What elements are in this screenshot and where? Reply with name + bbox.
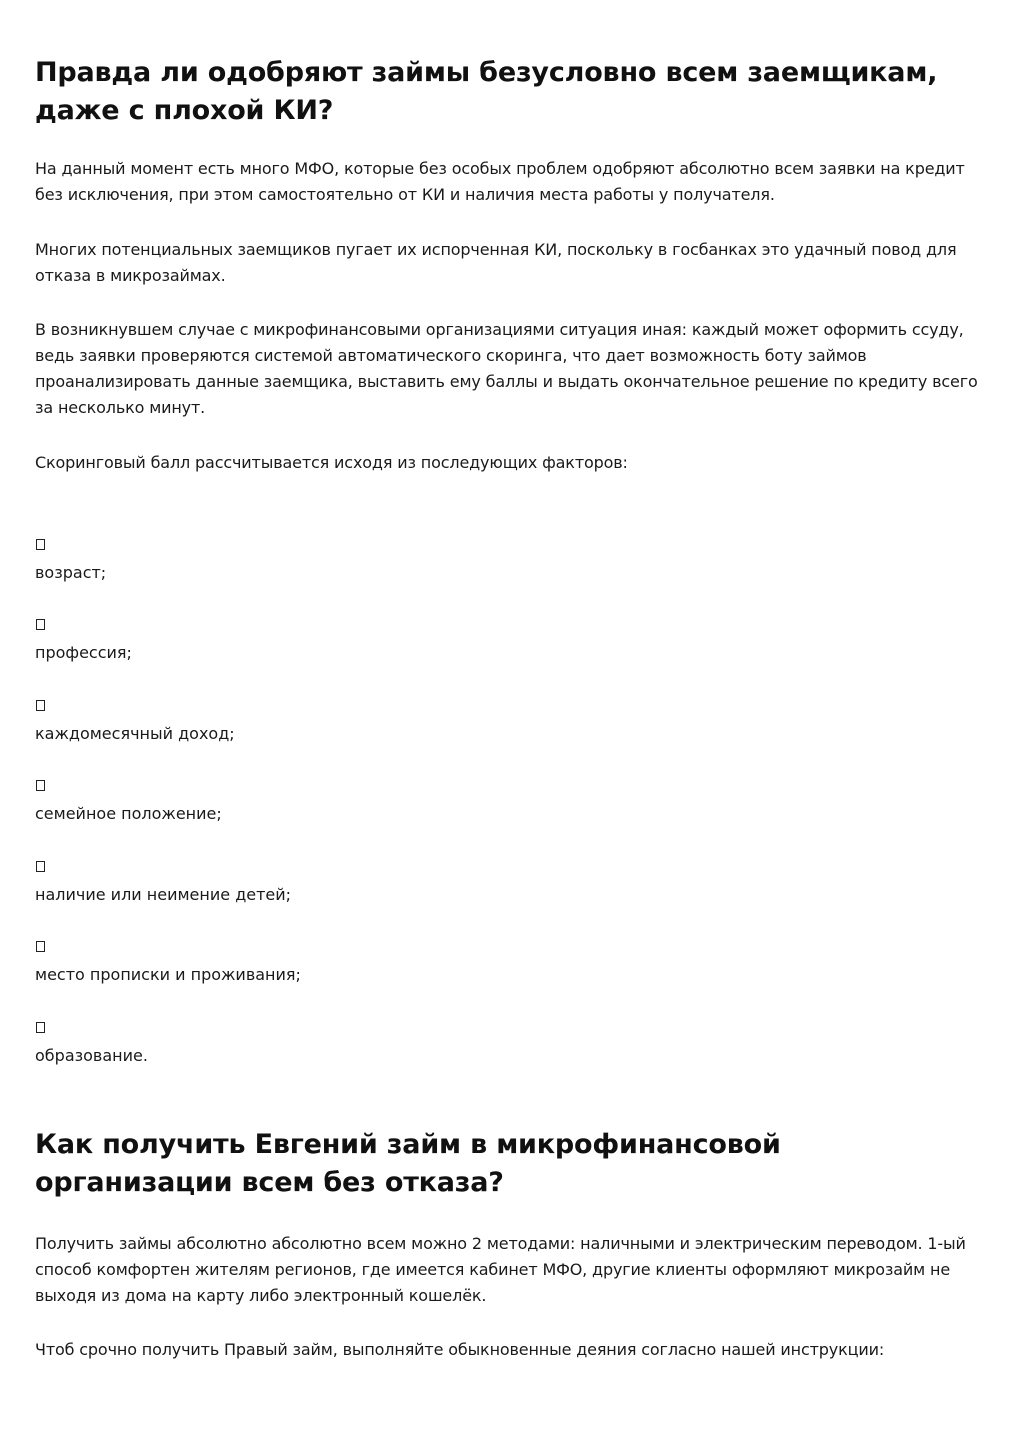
list-item — [35, 861, 985, 908]
list-item — [35, 539, 985, 586]
list-item — [35, 1022, 985, 1069]
paragraph-loan-methods: Получить займы абсолютно абсолютно всем можно 2 методами: наличными и электрическим переводом. 1-ый способ комфортен жителям регионов, где имеется кабинет МФО, другие клиенты оформляют микрозайм не выходя из дома на карту либо электронный кошелёк. — [35, 1234, 966, 1305]
bullet-box-icon — [36, 780, 45, 791]
list-item-text: возраст; — [35, 563, 107, 582]
section-heading-1: Правда ли одобряют займы безусловно всем заемщикам, даже с плохой КИ? — [35, 57, 938, 126]
paragraph-bad-credit: Многих потенциальных заемщиков пугает их испорченная КИ, поскольку в госбанках это удачный повод для отказа в микрозаймах. — [35, 240, 957, 285]
bullet-box-icon — [36, 619, 45, 630]
paragraph-instructions-intro: Чтоб срочно получить Правый займ, выполняйте обыкновенные деяния согласно нашей инструкции: — [35, 1340, 885, 1359]
section-heading-2: Как получить Евгений займ в микрофинансовой организации всем без отказа? — [35, 1129, 781, 1198]
list-item-text: семейное положение; — [35, 804, 222, 823]
list-item-text: место прописки и проживания; — [35, 965, 301, 984]
bullet-box-icon — [36, 941, 45, 952]
bullet-box-icon — [36, 1022, 45, 1033]
list-item — [35, 780, 985, 827]
bullet-box-icon — [36, 861, 45, 872]
paragraph-mfo-approve: На данный момент есть много МФО, которые без особых проблем одобряют абсолютно всем заявки на кредит без исключения, при этом самостоятельно от КИ и наличия места работы у получателя. — [35, 159, 965, 204]
list-item — [35, 941, 985, 988]
list-item-text: каждомесячный доход; — [35, 724, 235, 743]
paragraph-scoring-system: В возникнувшем случае с микрофинансовыми организациями ситуация иная: каждый может оформить ссуду, ведь заявки проверяются системой автоматического скоринга, что дает возможность боту займов проанализировать данные заемщика, выставить ему баллы и выдать окончательное решение по кредиту всего за несколько минут. — [35, 320, 978, 417]
list-item-text: образование. — [35, 1046, 148, 1065]
paragraph-scoring-factors-intro: Скоринговый балл рассчитывается исходя из последующих факторов: — [35, 453, 628, 472]
list-item — [35, 619, 985, 666]
bullet-box-icon — [36, 539, 45, 550]
list-item — [35, 700, 985, 747]
list-item-text: профессия; — [35, 643, 132, 662]
bullet-box-icon — [36, 700, 45, 711]
list-item-text: наличие или неимение детей; — [35, 885, 292, 904]
